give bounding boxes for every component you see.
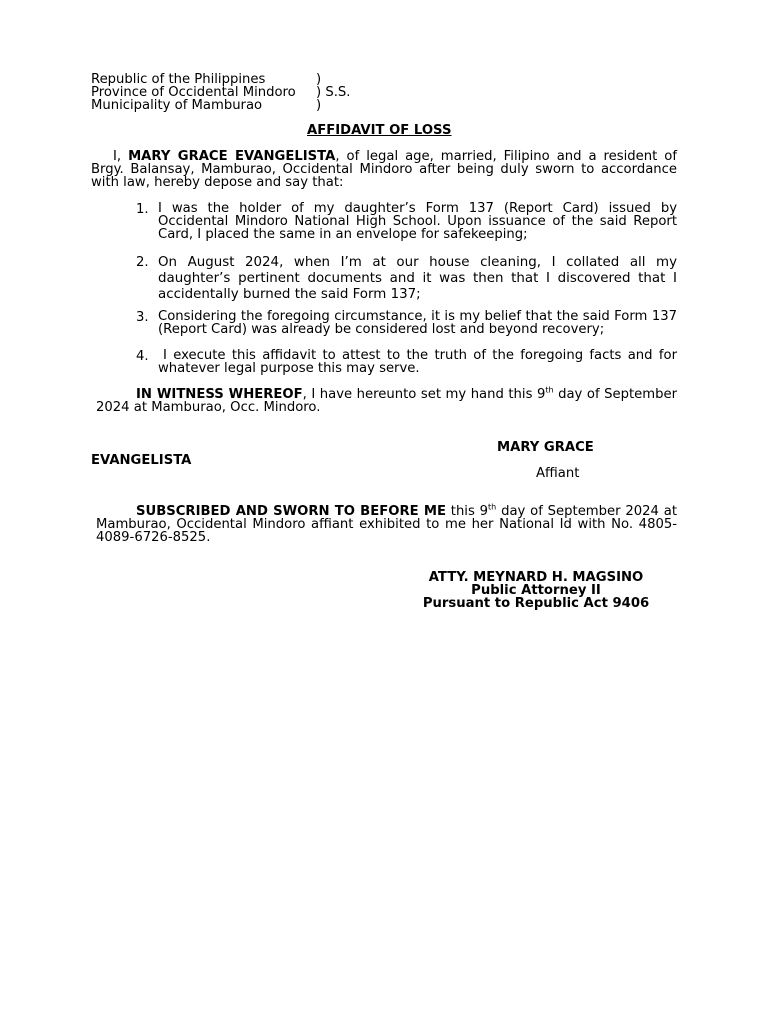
witness-ordinal: th xyxy=(545,385,554,395)
subscribed-paragraph xyxy=(96,502,677,545)
affiant-name-part-2: EVANGELISTA xyxy=(91,453,192,468)
affiant-name-part-1: MARY GRACE xyxy=(497,440,594,455)
subscribed-text-2: day of September 2024 at Mamburao, Occidental Mindoro affiant exhibited to me her National Id with No. 4805-4089-6726-8525. xyxy=(96,504,677,545)
witness-text-1: , I have hereunto set my hand this 9 xyxy=(302,387,546,402)
affiant-name-inline: MARY GRACE EVANGELISTA xyxy=(128,149,336,164)
affiant-label: Affiant xyxy=(536,466,580,481)
intro-text: , of legal age, married, Filipino and a resident of Brgy. Balansay, Mamburao, Occidental Mindoro after being duly sworn to accordance with law, hereby depose and say that: xyxy=(91,149,678,190)
witness-text-2: day of September 2024 at Mamburao, Occ. Mindoro. xyxy=(96,387,677,415)
subscribed-heading: SUBSCRIBED AND SWORN TO BEFORE ME xyxy=(136,504,446,519)
venue-municipality: Municipality of Mamburao xyxy=(91,98,263,113)
witness-paragraph xyxy=(96,385,677,415)
item-4-text: I execute this affidavit to attest to the truth of the foregoing facts and for whatever legal purpose this may serve. xyxy=(158,348,677,376)
attorney-authority: Pursuant to Republic Act 9406 xyxy=(422,596,650,611)
venue-province: Province of Occidental Mindoro xyxy=(91,85,296,100)
attorney-block xyxy=(400,571,672,610)
venue-paren-1: ) xyxy=(316,72,322,87)
intro-paragraph xyxy=(91,150,677,189)
item-1-text: I was the holder of my daughter’s Form 137 (Report Card) issued by Occidental Mindoro National High School. Upon issuance of the said Report Card, I placed the same in an envelope for safekeeping; xyxy=(158,201,677,242)
item-2-text: On August 2024, when I’m at our house cleaning, I collated all my daughter’s pertinent documents and it was then that I discovered that I accidentally burned the said Form 137; xyxy=(158,255,677,302)
venue-paren-3: ) xyxy=(316,98,322,113)
item-3-number: 3. xyxy=(136,310,149,325)
subscribed-ordinal: th xyxy=(488,502,497,512)
venue-country: Republic of the Philippines xyxy=(91,72,266,87)
item-4-number: 4. xyxy=(136,349,149,364)
intro-prefix: I, xyxy=(113,149,129,164)
venue-paren-ss: ) S.S. xyxy=(316,85,351,100)
witness-heading: IN WITNESS WHEREOF xyxy=(136,387,303,402)
item-2-number: 2. xyxy=(136,255,149,270)
document-title: AFFIDAVIT OF LOSS xyxy=(307,123,452,138)
item-1-number: 1. xyxy=(136,202,149,217)
attorney-position: Public Attorney II xyxy=(471,583,601,598)
subscribed-text-1: this 9 xyxy=(445,504,489,519)
attorney-name: ATTY. MEYNARD H. MAGSINO xyxy=(428,570,644,585)
item-3-text: Considering the foregoing circumstance, it is my belief that the said Form 137 (Report Card) was already be considered lost and beyond recovery; xyxy=(158,309,677,337)
